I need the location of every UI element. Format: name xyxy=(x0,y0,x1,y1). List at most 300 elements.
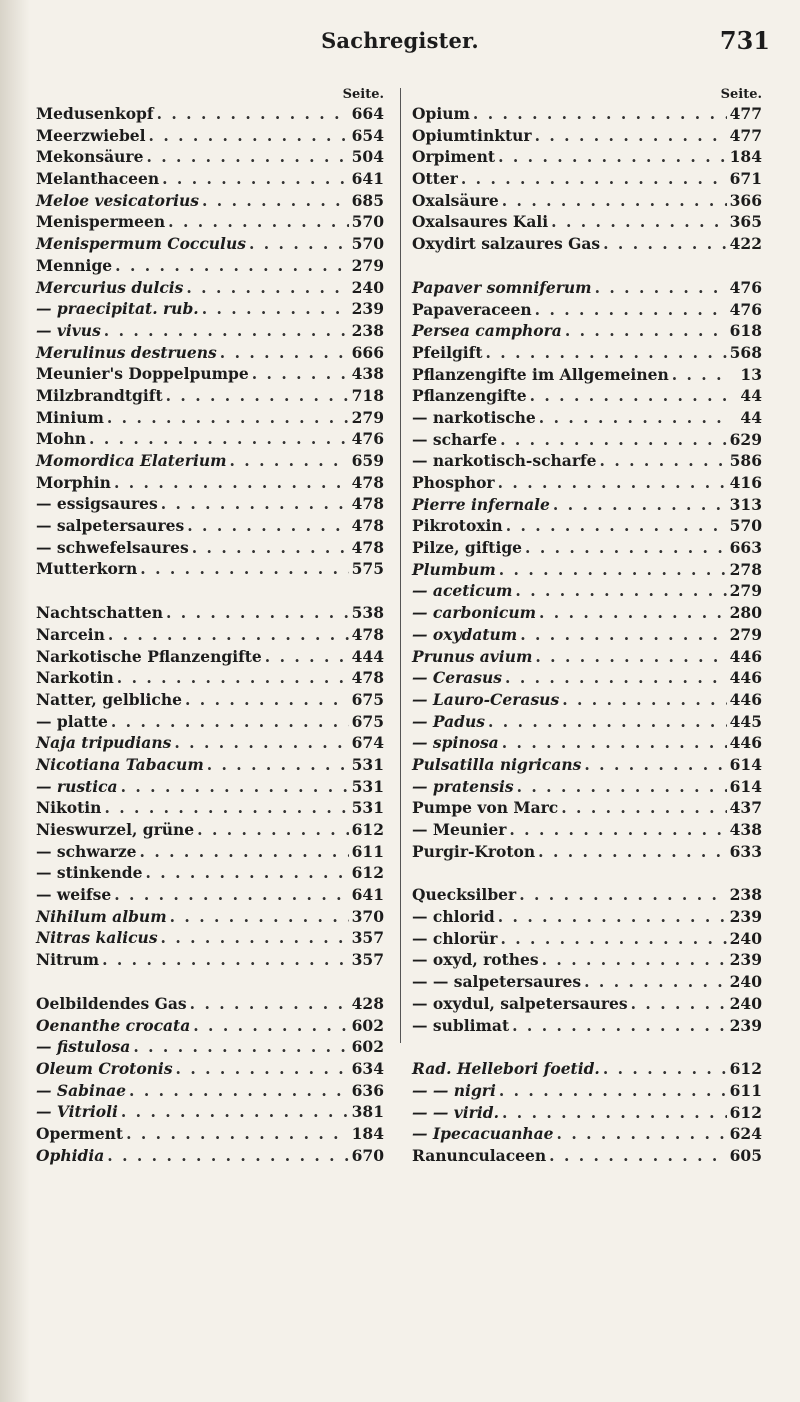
page-reference: 568 xyxy=(729,342,762,362)
index-entry xyxy=(36,211,384,233)
index-term: Ranunculaceen xyxy=(412,1145,547,1165)
page-reference: 618 xyxy=(729,321,762,341)
leader-dots xyxy=(107,407,349,429)
column-divider xyxy=(400,88,401,1043)
page-reference: 612 xyxy=(351,863,384,883)
index-term: — Sabinae xyxy=(36,1080,127,1100)
page-reference: 654 xyxy=(351,125,384,145)
index-entry xyxy=(36,667,384,689)
index-entry xyxy=(36,711,384,733)
page-reference: 279 xyxy=(351,407,384,427)
index-term: Plumbum xyxy=(412,559,496,579)
index-term: — chlorür xyxy=(412,928,498,948)
leader-dots xyxy=(168,211,348,233)
leader-dots xyxy=(672,364,731,386)
page-reference: 478 xyxy=(351,472,384,492)
leader-dots xyxy=(185,689,349,711)
page-reference: 357 xyxy=(351,950,384,970)
leader-dots xyxy=(498,472,727,494)
page-reference: 586 xyxy=(729,451,762,471)
index-term: Ophidia xyxy=(36,1145,105,1165)
leader-dots xyxy=(631,993,727,1015)
leader-dots xyxy=(530,385,731,407)
page-reference: 636 xyxy=(351,1080,384,1100)
index-entry xyxy=(36,493,384,515)
index-entry xyxy=(36,993,384,1015)
index-term: — spinosa xyxy=(412,733,499,753)
index-term: Merulinus destruens xyxy=(36,342,217,362)
index-entry xyxy=(412,797,762,819)
index-term: Pierre infernale xyxy=(412,494,550,514)
index-entry xyxy=(36,233,384,255)
leader-dots xyxy=(517,776,727,798)
index-term: Pflanzengifte im Allgemeinen xyxy=(412,364,669,384)
leader-dots xyxy=(535,125,727,147)
index-term: Narcein xyxy=(36,624,105,644)
leader-dots xyxy=(114,472,349,494)
index-term: Pulsatilla nigricans xyxy=(412,754,582,774)
page-reference: 428 xyxy=(351,993,384,1013)
index-term: Oenanthe crocata xyxy=(36,1015,191,1035)
index-entry xyxy=(36,1145,384,1167)
page-reference: 612 xyxy=(729,1059,762,1079)
index-term: — praecipitat. rub. xyxy=(36,299,199,319)
index-entry xyxy=(36,754,384,776)
page-reference: 184 xyxy=(351,1123,384,1143)
index-term: — Lauro-Cerasus xyxy=(412,689,560,709)
page-reference: 675 xyxy=(351,711,384,731)
index-entry xyxy=(36,125,384,147)
index-entry xyxy=(412,277,762,299)
index-term: — platte xyxy=(36,711,108,731)
leader-dots xyxy=(486,342,727,364)
index-entry xyxy=(36,472,384,494)
index-term: — Cerasus xyxy=(412,668,503,688)
leader-dots xyxy=(600,450,727,472)
page-reference: 624 xyxy=(729,1124,762,1144)
page-reference: 659 xyxy=(351,451,384,470)
index-entry xyxy=(36,255,384,277)
page-reference: 605 xyxy=(729,1145,762,1165)
page-reference: 531 xyxy=(351,754,384,774)
page-reference: 504 xyxy=(351,147,384,167)
index-entry xyxy=(36,797,384,819)
page-reference: 381 xyxy=(351,1102,384,1122)
index-term: — — salpetersaures xyxy=(412,972,582,992)
page-reference: 437 xyxy=(729,798,762,818)
index-term: Nachtschatten xyxy=(36,603,164,623)
index-term: Medusenkopf xyxy=(36,104,154,123)
index-entry xyxy=(36,624,384,646)
index-term: Mekonsäure xyxy=(36,147,144,167)
index-term: Phosphor xyxy=(412,473,495,492)
index-term: Oxalsäure xyxy=(412,190,499,210)
page-reference: 666 xyxy=(351,342,384,362)
index-entry xyxy=(412,125,762,147)
page-reference: 641 xyxy=(351,169,384,189)
index-term: Operment xyxy=(36,1123,124,1143)
index-term: Morphin xyxy=(36,472,111,492)
leader-dots xyxy=(121,776,349,798)
index-entry xyxy=(36,146,384,168)
index-entry xyxy=(412,190,762,212)
index-term: Papaver somniferum xyxy=(412,277,592,297)
index-entry xyxy=(412,841,762,863)
page-reference: 570 xyxy=(729,516,762,536)
index-term: Meunier's Doppelpumpe xyxy=(36,364,249,384)
index-entry xyxy=(36,277,384,299)
leader-dots xyxy=(140,841,349,863)
page-reference: 422 xyxy=(729,234,762,254)
index-term: — scharfe xyxy=(412,429,498,449)
leader-dots xyxy=(502,190,727,212)
leader-dots xyxy=(565,320,727,342)
index-term: Mohn xyxy=(36,429,87,449)
leader-dots xyxy=(535,299,727,321)
index-term: — Meunier xyxy=(412,820,507,839)
index-term: Otter xyxy=(412,169,458,189)
leader-dots xyxy=(108,624,349,646)
page-reference: 611 xyxy=(729,1080,762,1100)
index-entry xyxy=(412,971,762,993)
index-entry xyxy=(36,298,384,320)
leader-dots xyxy=(176,1058,349,1080)
index-term: Prunus avium xyxy=(412,646,533,666)
index-entry xyxy=(412,667,762,689)
index-entry xyxy=(36,320,384,342)
index-term: Purgir-Kroton xyxy=(412,841,536,861)
page-reference: 612 xyxy=(729,1102,762,1122)
page-binding-shadow xyxy=(0,0,30,1402)
page-reference: 370 xyxy=(351,906,384,926)
page-reference: 602 xyxy=(351,1015,384,1035)
index-term: Narkotin xyxy=(36,668,114,688)
index-entry xyxy=(412,993,762,1015)
index-entry xyxy=(36,168,384,190)
index-entry xyxy=(36,363,384,385)
leader-dots xyxy=(584,971,727,993)
page-reference: 238 xyxy=(729,885,762,905)
index-term: — aceticum xyxy=(412,581,513,601)
leader-dots xyxy=(161,493,349,515)
page-reference: 476 xyxy=(351,429,384,449)
index-term: — sublimat xyxy=(412,1015,510,1035)
leader-dots xyxy=(535,646,726,668)
page-reference: 279 xyxy=(351,255,384,275)
page-reference: 240 xyxy=(729,993,762,1013)
page-reference: 438 xyxy=(351,364,384,384)
page-reference: 239 xyxy=(729,950,762,970)
leader-dots xyxy=(157,103,349,125)
page-reference: 641 xyxy=(351,885,384,905)
leader-dots xyxy=(207,754,349,776)
index-entry xyxy=(36,385,384,407)
index-term: — rustica xyxy=(36,776,118,796)
index-entry xyxy=(412,732,762,754)
leader-dots xyxy=(230,450,349,472)
page-reference: 357 xyxy=(351,928,384,948)
leader-dots xyxy=(551,211,726,233)
leader-dots xyxy=(473,103,727,125)
leader-dots xyxy=(186,277,348,299)
index-term: — oxyd, rothes xyxy=(412,950,539,970)
index-entry xyxy=(36,1080,384,1102)
index-term: Oxalsaures Kali xyxy=(412,212,549,232)
leader-dots xyxy=(161,927,349,949)
page-reference: 279 xyxy=(729,624,762,644)
index-entry xyxy=(412,1015,762,1037)
index-term: — Padus xyxy=(412,711,486,731)
index-term: — Ipecacuanhae xyxy=(412,1124,554,1144)
index-term: Papaveraceen xyxy=(412,299,532,319)
index-entry xyxy=(412,1080,762,1102)
leader-dots xyxy=(102,949,349,971)
leader-dots xyxy=(174,732,348,754)
page-reference: 476 xyxy=(729,299,762,319)
leader-dots xyxy=(129,1080,349,1102)
leader-dots xyxy=(603,233,727,255)
index-term: — schwarze xyxy=(36,841,137,861)
leader-dots xyxy=(202,190,349,212)
index-term: Pikrotoxin xyxy=(412,516,503,536)
leader-dots xyxy=(499,559,727,581)
page-header xyxy=(30,28,770,64)
index-entry xyxy=(36,1101,384,1123)
page-reference: 611 xyxy=(351,841,384,861)
index-entry xyxy=(36,841,384,863)
index-entry xyxy=(412,711,762,733)
page-reference: 633 xyxy=(729,841,762,861)
page-reference: 445 xyxy=(729,711,762,731)
page-reference: 685 xyxy=(351,190,384,210)
leader-dots xyxy=(509,819,726,841)
leader-dots xyxy=(162,168,349,190)
index-entry xyxy=(412,211,762,233)
index-term: Milzbrandtgift xyxy=(36,385,163,405)
page-reference: 476 xyxy=(729,277,762,297)
leader-dots xyxy=(603,1058,727,1080)
index-entry xyxy=(412,537,762,559)
leader-dots xyxy=(515,580,726,602)
page-reference: 239 xyxy=(729,1015,762,1035)
index-entry xyxy=(412,233,762,255)
group-spacer xyxy=(412,862,762,884)
leader-dots xyxy=(140,558,348,580)
index-term: Nihilum album xyxy=(36,906,167,926)
page-reference: 279 xyxy=(729,581,762,601)
index-entry xyxy=(412,1102,762,1124)
page-reference: 365 xyxy=(729,212,762,232)
index-entry xyxy=(36,602,384,624)
index-entry xyxy=(412,906,762,928)
page-reference: 612 xyxy=(351,820,384,839)
index-entry xyxy=(412,450,762,472)
page-reference: 670 xyxy=(351,1145,384,1165)
index-term: Narkotische Pflanzengifte xyxy=(36,646,262,666)
leader-dots xyxy=(461,168,727,190)
leader-dots xyxy=(190,993,349,1015)
index-entry xyxy=(36,558,384,580)
index-entry xyxy=(36,1123,384,1145)
leader-dots xyxy=(595,277,727,299)
index-column-right xyxy=(412,86,762,1167)
page-reference: 614 xyxy=(729,776,762,796)
index-entry xyxy=(36,949,384,971)
page-reference: 366 xyxy=(729,190,762,210)
page-reference: 538 xyxy=(351,603,384,623)
page-reference: 718 xyxy=(351,385,384,405)
leader-dots xyxy=(553,494,727,516)
index-entry xyxy=(412,602,762,624)
index-term: Pfeilgift xyxy=(412,342,483,362)
leader-dots xyxy=(192,537,349,559)
index-entry xyxy=(412,1123,762,1145)
leader-dots xyxy=(89,428,349,450)
page-reference: 531 xyxy=(351,798,384,818)
leader-dots xyxy=(584,754,726,776)
index-entry xyxy=(412,624,762,646)
leader-dots xyxy=(115,255,348,277)
leader-dots xyxy=(187,515,348,537)
index-term: Meloe vesicatorius xyxy=(36,190,200,210)
leader-dots xyxy=(561,797,726,819)
page-reference: 44 xyxy=(740,386,762,406)
index-term: Oelbildendes Gas xyxy=(36,993,187,1013)
leader-dots xyxy=(265,646,349,668)
page-reference: 477 xyxy=(729,125,762,145)
index-term: Natter, gelbliche xyxy=(36,689,182,709)
index-term: — fistulosa xyxy=(36,1037,131,1057)
leader-dots xyxy=(111,711,349,733)
leader-dots xyxy=(538,841,726,863)
index-term: Mutterkorn xyxy=(36,559,138,579)
index-term: — vivus xyxy=(36,320,101,340)
leader-dots xyxy=(252,363,349,385)
page-reference: 614 xyxy=(729,754,762,774)
page-reference: 446 xyxy=(729,689,762,709)
page-title: Sachregister. xyxy=(321,28,479,53)
index-term: Menispermum Cocculus xyxy=(36,234,246,254)
index-term: Opium xyxy=(412,104,470,123)
leader-dots xyxy=(193,1015,348,1037)
index-term: — oxydatum xyxy=(412,624,518,644)
index-term: — — virid. xyxy=(412,1102,499,1122)
page-number: 731 xyxy=(719,26,770,55)
index-entry xyxy=(412,776,762,798)
index-term: Quecksilber xyxy=(412,885,517,905)
index-entry xyxy=(412,819,762,841)
page-reference: 446 xyxy=(729,733,762,753)
index-entry xyxy=(36,537,384,559)
index-term: Oleum Crotonis xyxy=(36,1058,173,1078)
page-reference: 444 xyxy=(351,646,384,666)
index-entry xyxy=(36,515,384,537)
index-entry xyxy=(36,190,384,212)
index-term: Meerzwiebel xyxy=(36,125,146,145)
leader-dots xyxy=(542,949,727,971)
leader-dots xyxy=(525,537,727,559)
page-reference: 570 xyxy=(351,212,384,232)
index-entry xyxy=(36,1036,384,1058)
index-entry xyxy=(36,906,384,928)
index-term: — chlorid xyxy=(412,907,495,927)
leader-dots xyxy=(133,1036,348,1058)
leader-dots xyxy=(166,385,349,407)
index-entry xyxy=(412,103,762,125)
leader-dots xyxy=(249,233,349,255)
leader-dots xyxy=(502,1102,727,1124)
page-reference: 663 xyxy=(729,538,762,558)
leader-dots xyxy=(149,125,349,147)
leader-dots xyxy=(539,407,731,429)
index-entry xyxy=(412,515,762,537)
index-entry xyxy=(412,472,762,494)
index-entry xyxy=(36,862,384,884)
group-spacer xyxy=(36,580,384,602)
index-term: Oxydirt salzaures Gas xyxy=(412,234,601,254)
page-reference: 446 xyxy=(729,646,762,666)
leader-dots xyxy=(512,1015,727,1037)
leader-dots xyxy=(170,906,349,928)
group-spacer xyxy=(412,255,762,277)
leader-dots xyxy=(499,1080,727,1102)
page-reference: 416 xyxy=(729,473,762,492)
leader-dots xyxy=(121,1101,349,1123)
page-reference: 478 xyxy=(351,537,384,557)
index-entry xyxy=(412,146,762,168)
index-entry xyxy=(36,103,384,125)
page-reference: 671 xyxy=(729,169,762,189)
index-entry xyxy=(36,689,384,711)
group-spacer xyxy=(412,1036,762,1058)
page-reference: 675 xyxy=(351,689,384,709)
leader-dots xyxy=(519,884,726,906)
leader-dots xyxy=(197,819,348,841)
index-term: Mennige xyxy=(36,255,113,275)
index-term: Nieswurzel, grüne xyxy=(36,820,195,839)
seite-label: Seite. xyxy=(342,87,384,102)
leader-dots xyxy=(539,602,727,624)
page-reference: 278 xyxy=(729,559,762,579)
index-term: — essigsaures xyxy=(36,494,158,514)
index-term: — schwefelsaures xyxy=(36,537,189,557)
index-term: — Vitrioli xyxy=(36,1102,118,1122)
index-entry xyxy=(36,732,384,754)
index-term: Nikotin xyxy=(36,798,102,818)
leader-dots xyxy=(488,711,727,733)
page-reference: 184 xyxy=(729,147,762,167)
index-term: Melanthaceen xyxy=(36,169,160,189)
index-term: Rad. Hellebori foetid. xyxy=(412,1059,600,1079)
leader-dots xyxy=(104,320,349,342)
leader-dots xyxy=(549,1145,726,1167)
page-reference: 280 xyxy=(729,603,762,623)
index-term: Minium xyxy=(36,407,104,427)
leader-dots xyxy=(166,602,349,624)
page-reference: 240 xyxy=(729,972,762,992)
leader-dots xyxy=(500,928,726,950)
index-term: — weifse xyxy=(36,885,112,905)
index-term: Mercurius dulcis xyxy=(36,277,184,297)
index-term: — narkotische xyxy=(412,407,536,427)
index-entry xyxy=(412,884,762,906)
index-entry xyxy=(412,1145,762,1167)
leader-dots xyxy=(498,906,727,928)
index-term: — narkotisch-scharfe xyxy=(412,451,597,471)
index-entry xyxy=(412,1058,762,1080)
leader-dots xyxy=(107,1145,348,1167)
index-entry xyxy=(412,429,762,451)
